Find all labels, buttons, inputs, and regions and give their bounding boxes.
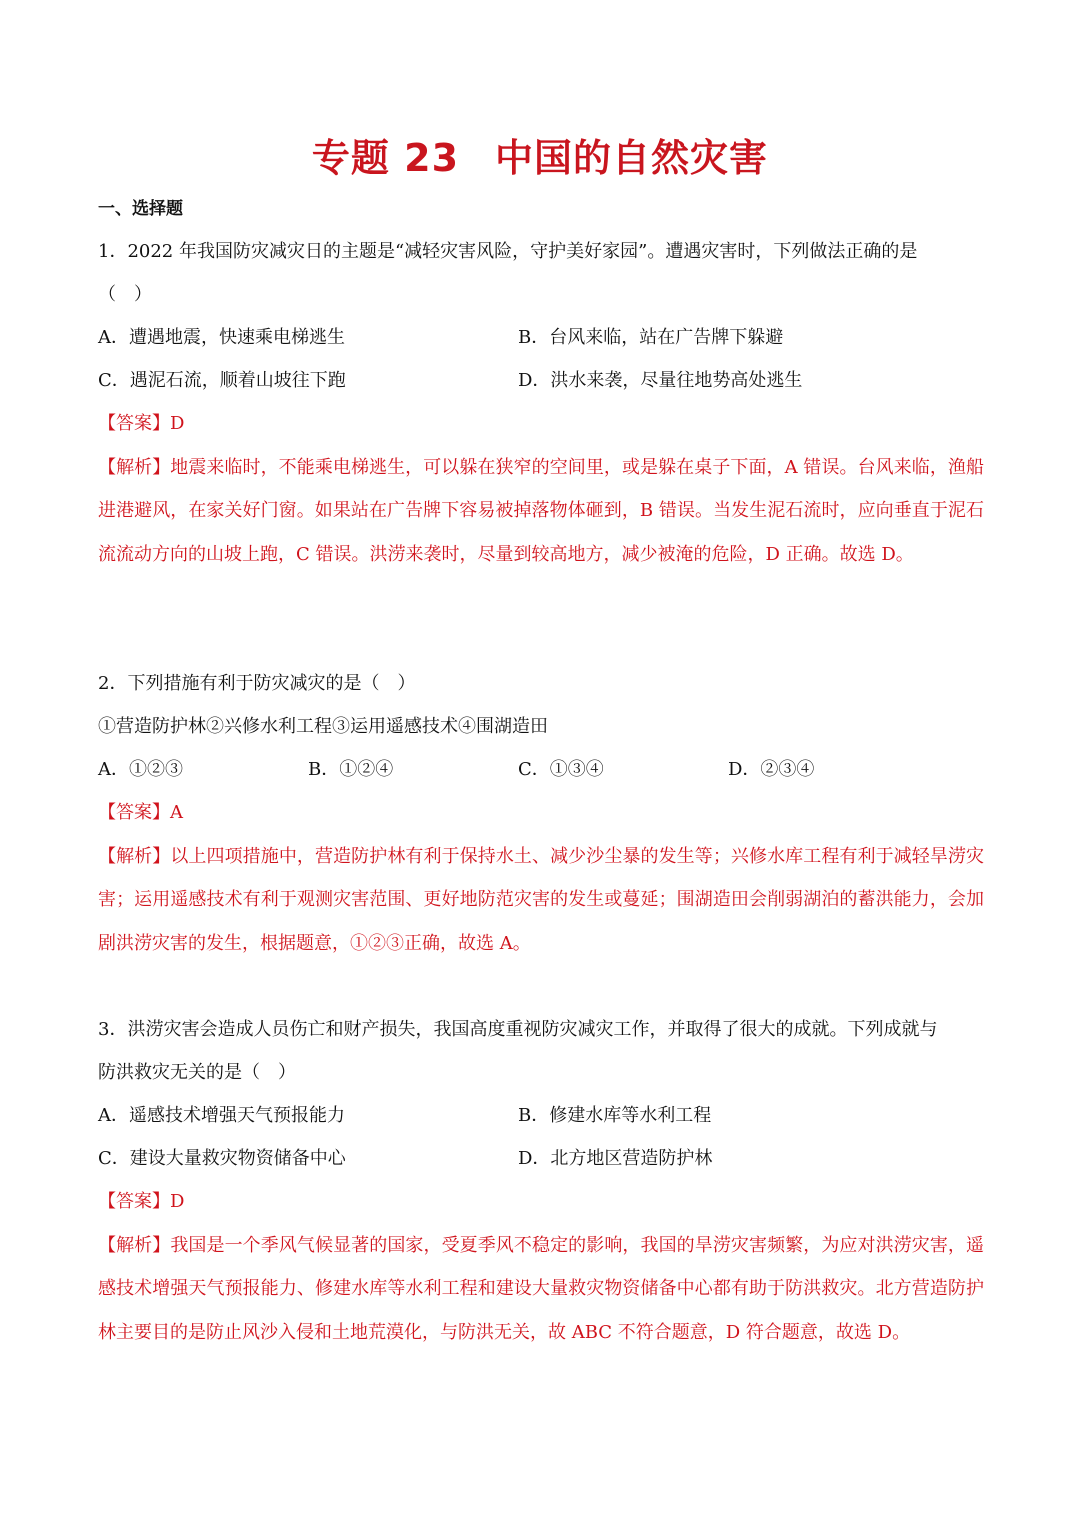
question-3-analysis: 【解析】我国是一个季风气候显著的国家，受夏季风不稳定的影响，我国的旱涝灾害频繁，为应对洪涝灾害，遥感技术增强天气预报能力、修建水库等水利工程和建设大量救灾物资储备中心都有助于防洪救灾。北方营造防护林主要目的是防止风沙入侵和土地荒漠化，与防洪无关，故 ABC 不符合题意，D 符合题意，故选 D。	[98, 1235, 984, 1343]
question-2-option-d: D．②③④	[728, 759, 815, 780]
question-1-stem-line-2: （ ）	[98, 284, 152, 305]
question-3-option-c: C．建设大量救灾物资储备中心	[98, 1148, 346, 1169]
question-2-analysis: 【解析】以上四项措施中，营造防护林有利于保持水土、减少沙尘暴的发生等；兴修水库工程有利于减轻旱涝灾害；运用遥感技术有利于观测灾害范围、更好地防范灾害的发生或蔓延；围湖造田会削弱湖泊的蓄洪能力，会加剧洪涝灾害的发生，根据题意，①②③正确，故选 A。	[98, 846, 984, 954]
title-prefix: 专题 23	[311, 136, 460, 180]
question-2-option-b: B．①②④	[308, 759, 394, 780]
question-1-option-c: C．遇泥石流，顺着山坡往下跑	[98, 370, 346, 391]
question-1-option-b: B．台风来临，站在广告牌下躲避	[518, 327, 784, 348]
title-main: 中国的自然灾害	[495, 136, 769, 180]
question-2-answer: 【答案】A	[98, 802, 183, 823]
question-3-stem-line-1: 3．洪涝灾害会造成人员伤亡和财产损失，我国高度重视防灾减灾工作，并取得了很大的成就。下列成就与	[98, 1019, 938, 1040]
question-2-stem-line-2: ①营造防护林②兴修水利工程③运用遥感技术④围湖造田	[98, 716, 548, 737]
section-heading: 一、选择题	[98, 199, 183, 219]
question-1-stem-line-1: 1．2022 年我国防灾减灾日的主题是“减轻灾害风险，守护美好家园”。遭遇灾害时，下列做法正确的是	[98, 241, 918, 262]
question-2-option-a: A．①②③	[98, 759, 183, 780]
question-1-option-d: D．洪水来袭，尽量往地势高处逃生	[518, 370, 803, 391]
question-3-option-d: D．北方地区营造防护林	[518, 1148, 713, 1169]
question-3-answer: 【答案】D	[98, 1191, 185, 1212]
page-title	[0, 132, 1080, 184]
question-2-stem-line-1: 2．下列措施有利于防灾减灾的是（ ）	[98, 673, 416, 694]
question-3-stem-line-2: 防洪救灾无关的是（ ）	[98, 1062, 296, 1083]
question-1-answer: 【答案】D	[98, 413, 185, 434]
question-1-option-a: A．遭遇地震，快速乘电梯逃生	[98, 327, 345, 348]
question-3-option-b: B．修建水库等水利工程	[518, 1105, 712, 1126]
question-1-analysis: 【解析】地震来临时，不能乘电梯逃生，可以躲在狭窄的空间里，或是躲在桌子下面，A 错误。台风来临，渔船进港避风，在家关好门窗。如果站在广告牌下容易被掉落物体砸到，B 错误。当发生泥石流时，应向垂直于泥石流流动方向的山坡上跑，C 错误。洪涝来袭时，尽量到较高地方，减少被淹的危险，D 正确。故选 D。	[98, 457, 984, 565]
question-2-option-c: C．①③④	[518, 759, 604, 780]
question-3-option-a: A．遥感技术增强天气预报能力	[98, 1105, 345, 1126]
